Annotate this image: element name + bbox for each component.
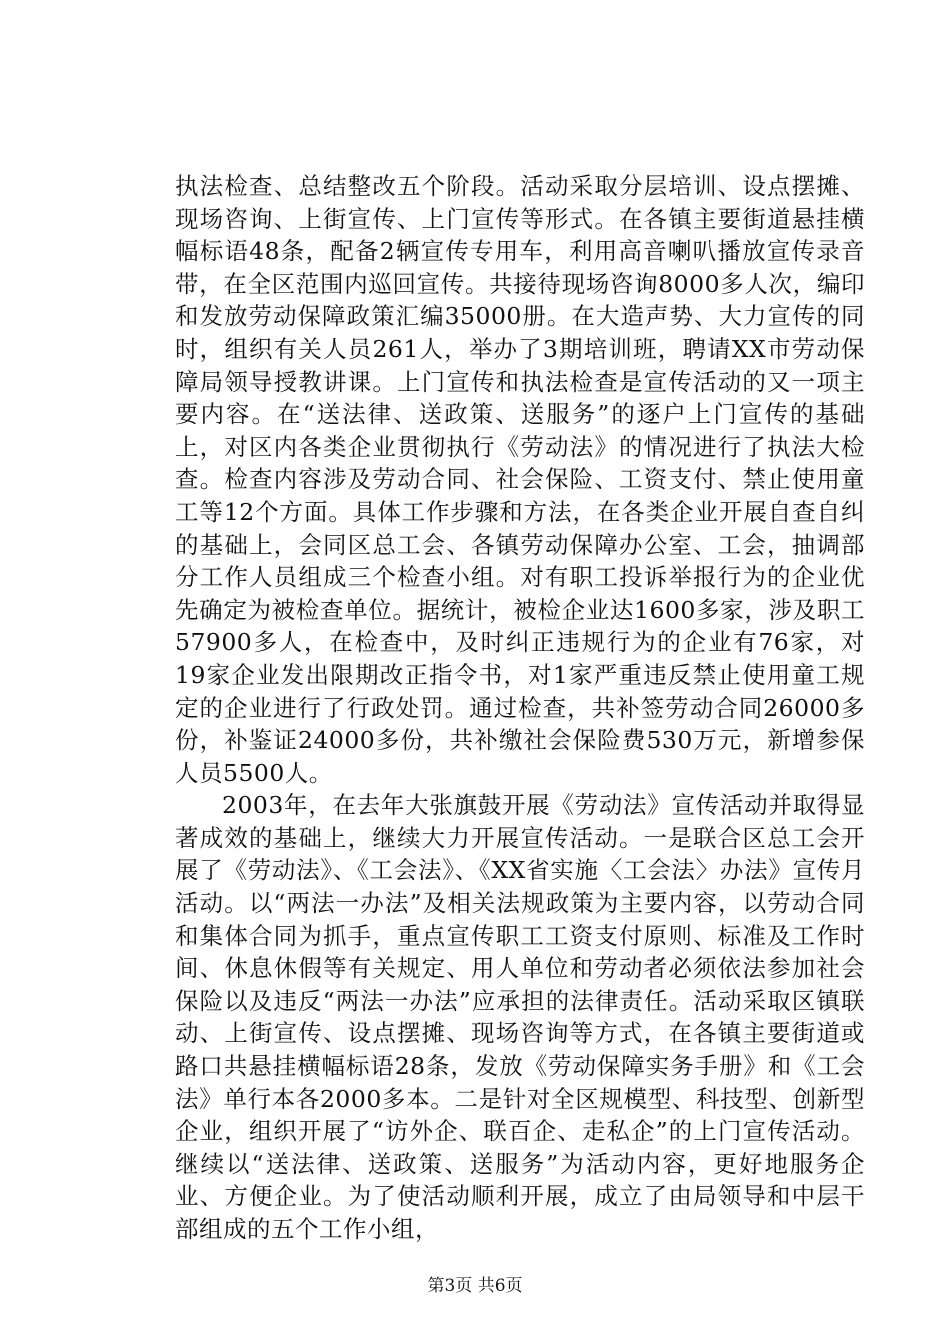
page-number: 第3页 共6页 [427,1276,523,1296]
paragraph-2: 2003年，在去年大张旗鼓开展《劳动法》宣传活动并取得显著成效的基础上，继续大力开展宣传活动。一是联合区总工会开展了《劳动法》、《工会法》、《XX省实施〈工会法〉办法》宣传月活动。以“两法一办法”及相关法规政策为主要内容，以劳动合同和集体合同为抓手，重点宣传职工工资支付原则、标准及工作时间、休息休假等有关规定、用人单位和劳动者必须依法参加社会保险以及违反“两法一办法”应承担的法律责任。活动采取区镇联动、上街宣传、设点摆摊、现场咨询等方式，在各镇主要街道或路口共悬挂横幅标语28条，发放《劳动保障实务手册》和《工会法》单行本各2000多本。二是针对全区规模型、科技型、创新型企业，组织开展了“访外企、联百企、走私企”的上门宣传活动。继续以“送法律、送政策、送服务”为活动内容，更好地服务企业、方便企业。为了使活动顺利开展，成立了由局领导和中层干部组成的五个工作小组， [175,791,865,1243]
paragraph-1: 执法检查、总结整改五个阶段。活动采取分层培训、设点摆摊、现场咨询、上街宣传、上门宣传等形式。在各镇主要街道悬挂横幅标语48条，配备2辆宣传专用车，利用高音喇叭播放宣传录音带，在全区范围内巡回宣传。共接待现场咨询8000多人次，编印和发放劳动保障政策汇编35000册。在大造声势、大力宣传的同时，组织有关人员261人，举办了3期培训班，聘请XX市劳动保障局领导授教讲课。上门宣传和执法检查是宣传活动的又一项主要内容。在“送法律、送政策、送服务”的逐户上门宣传的基础上，对区内各类企业贯彻执行《劳动法》的情况进行了执法大检查。检查内容涉及劳动合同、社会保险、工资支付、禁止使用童工等12个方面。具体工作步骤和方法，在各类企业开展自查自纠的基础上，会同区总工会、各镇劳动保障办公室、工会，抽调部分工作人员组成三个检查小组。对有职工投诉举报行为的企业优先确定为被检查单位。据统计，被检企业达1600多家，涉及职工57900多人，在检查中，及时纠正违规行为的企业有76家，对19家企业发出限期改正指令书，对1家严重违反禁止使用童工规定的企业进行了行政处罚。通过检查，共补签劳动合同26000多份，补鉴证24000多份，共补缴社会保险费530万元，新增参保人员5500人。 [175,172,865,787]
body-text [175,170,865,1246]
